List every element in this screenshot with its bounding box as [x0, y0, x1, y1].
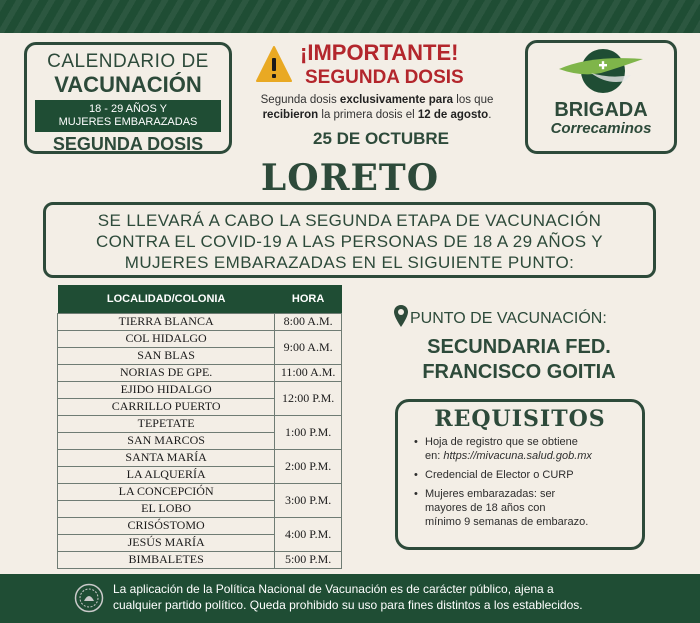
col-header-hora: HORA	[275, 285, 342, 313]
requirement-text: Mujeres embarazadas: ser	[425, 488, 556, 500]
brigada-subtitle: Correcaminos	[550, 120, 652, 137]
hora-cell: 11:00 A.M.	[275, 364, 342, 381]
warning-icon	[256, 45, 292, 85]
hora-cell: 8:00 A.M.	[275, 313, 342, 330]
table-row	[58, 381, 342, 398]
roadrunner-logo-icon	[551, 45, 651, 95]
footer-disclaimer	[113, 581, 673, 613]
requirements-list	[414, 435, 634, 529]
vaccination-point-name-line1: SECUNDARIA FED.	[427, 336, 611, 358]
localidad-cell: TEPETATE	[58, 415, 275, 432]
localidad-cell: EL LOBO	[58, 500, 275, 517]
top-decorative-band	[0, 0, 700, 33]
registration-url-link[interactable]: https://mivacuna.salud.gob.mx	[443, 450, 592, 462]
calendar-band-line1: 18 - 29 AÑOS Y	[88, 103, 168, 115]
calendar-line1: CALENDARIO DE	[47, 51, 209, 72]
localidad-cell: LA CONCEPCIÓN	[58, 483, 275, 500]
hora-cell: 12:00 P.M.	[275, 381, 342, 415]
localidad-cell: EJIDO HIDALGO	[58, 381, 275, 398]
localidad-cell: BIMBALETES	[58, 551, 275, 568]
footer-line1: La aplicación de la Política Nacional de Vacunación es de carácter público, ajena a	[113, 582, 554, 596]
requirements-box	[395, 399, 645, 550]
calendar-dose: SEGUNDA DOSIS	[52, 134, 204, 154]
requirement-item	[414, 468, 634, 482]
hora-cell: 9:00 A.M.	[275, 330, 342, 364]
localidad-cell: TIERRA BLANCA	[58, 313, 275, 330]
localidad-cell: SAN BLAS	[58, 347, 275, 364]
table-row	[58, 551, 342, 568]
desc-part: la primera dosis el	[318, 109, 418, 121]
localidad-cell: CRISÓSTOMO	[58, 517, 275, 534]
desc-part: los que	[453, 94, 494, 106]
desc-bold: 12 de agosto	[417, 109, 489, 121]
hora-cell: 4:00 P.M.	[275, 517, 342, 551]
event-date: 25 DE OCTUBRE	[312, 129, 450, 148]
hora-cell: 5:00 P.M.	[275, 551, 342, 568]
calendar-audience-band	[35, 100, 221, 132]
col-header-localidad: LOCALIDAD/COLONIA	[58, 285, 275, 313]
localidad-cell: CARRILLO PUERTO	[58, 398, 275, 415]
localidad-cell: COL HIDALGO	[58, 330, 275, 347]
requirements-title: REQUISITOS	[434, 406, 606, 432]
brigada-logo-box	[525, 40, 677, 154]
vaccination-point-name-line2: FRANCISCO GOITIA	[422, 361, 616, 383]
localidad-cell: JESÚS MARÍA	[58, 534, 275, 551]
vaccination-point-name	[394, 335, 644, 385]
requirement-text: mayores de 18 años con	[425, 502, 546, 514]
localidad-cell: SANTA MARÍA	[58, 449, 275, 466]
calendar-line2: VACUNACIÓN	[54, 72, 202, 97]
localidad-cell: NORIAS DE GPE.	[58, 364, 275, 381]
table-row	[58, 330, 342, 347]
table-row	[58, 364, 342, 381]
footer-line2: cualquier partido político. Queda prohibido su uso para fines distintos a los establecidos.	[113, 598, 583, 612]
hora-cell: 1:00 P.M.	[275, 415, 342, 449]
hora-cell: 3:00 P.M.	[275, 483, 342, 517]
localidad-cell: LA ALQUERÍA	[58, 466, 275, 483]
schedule-body	[58, 313, 342, 568]
desc-bold: exclusivamente para	[339, 94, 454, 106]
announcement-box	[43, 202, 656, 278]
desc-part: .	[488, 109, 492, 121]
city-title: LORETO	[260, 157, 440, 199]
announcement-line1: SE LLEVARÁ A CABO LA SEGUNDA ETAPA DE VACUNACIÓN	[97, 211, 602, 230]
requirement-text: Credencial de Elector o CURP	[425, 469, 574, 481]
table-row	[58, 313, 342, 330]
important-title: ¡IMPORTANTE!	[300, 40, 459, 65]
desc-part: Segunda dosis	[260, 94, 340, 106]
desc-bold: recibieron	[262, 109, 319, 121]
announcement-line3: MUJERES EMBARAZADAS EN EL SIGUIENTE PUNTO:	[124, 253, 575, 272]
schedule-table	[57, 285, 342, 569]
location-pin-icon	[393, 304, 409, 328]
localidad-cell: SAN MARCOS	[58, 432, 275, 449]
important-description	[252, 93, 502, 123]
hora-cell: 2:00 P.M.	[275, 449, 342, 483]
table-row	[58, 415, 342, 432]
requirement-text: Hoja de registro que se obtiene	[425, 436, 578, 448]
requirement-text: en:	[425, 450, 444, 462]
requirement-text: mínimo 9 semanas de embarazo.	[425, 516, 589, 528]
table-row	[58, 449, 342, 466]
calendar-badge	[24, 42, 232, 154]
table-row	[58, 483, 342, 500]
vaccination-point-label: PUNTO DE VACUNACIÓN:	[410, 310, 607, 327]
national-seal-icon	[74, 583, 104, 613]
important-subtitle: SEGUNDA DOSIS	[305, 67, 464, 88]
calendar-band-line2: MUJERES EMBARAZADAS	[58, 116, 198, 128]
brigada-title: BRIGADA	[554, 99, 648, 121]
requirement-item	[414, 487, 634, 529]
announcement-line2: CONTRA EL COVID-19 A LAS PERSONAS DE 18 A 29 AÑOS Y	[96, 232, 603, 251]
requirement-item	[414, 435, 634, 463]
table-row	[58, 517, 342, 534]
